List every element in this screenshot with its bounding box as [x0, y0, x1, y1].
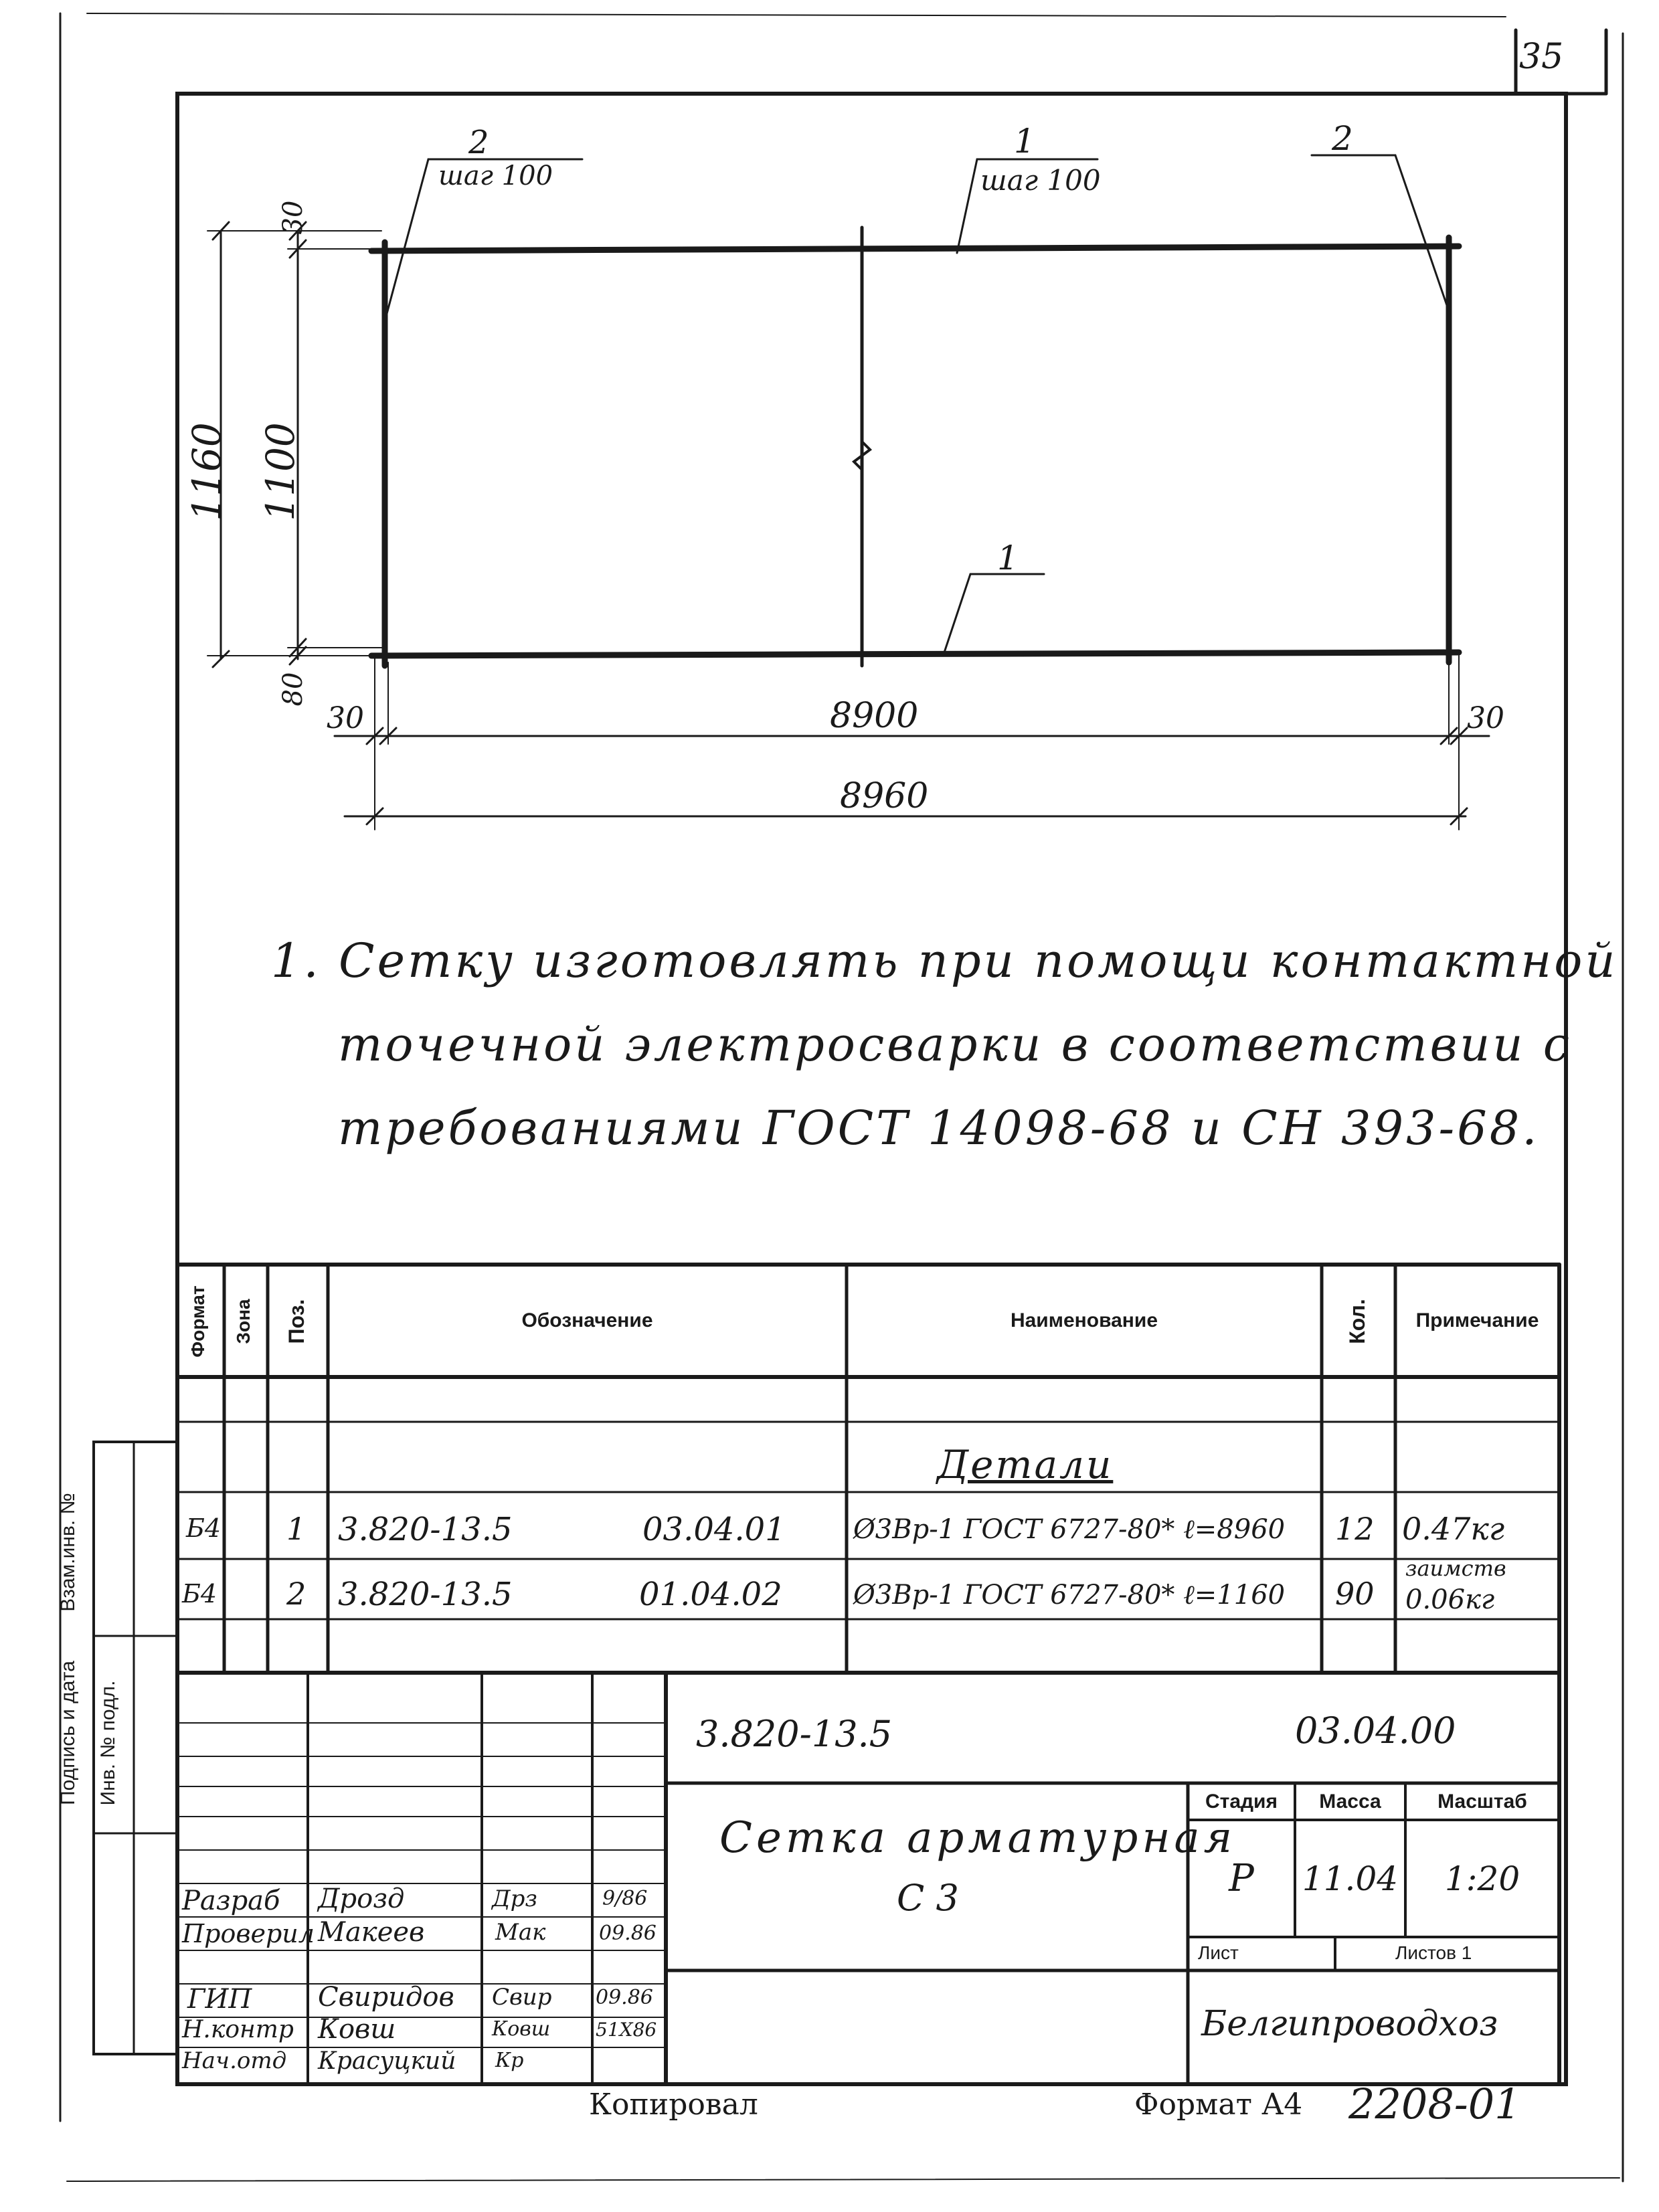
signature-role: Нач.отд	[182, 2047, 287, 2074]
note-line-1: 1. Сетку изготовлять при помощи контактной	[271, 933, 1618, 988]
signature-role: Н.контр	[182, 2016, 294, 2043]
label-sheet: Лист	[1198, 1942, 1239, 1963]
dim-outer-height: 1160	[184, 422, 230, 521]
row-code: 03.04.01	[642, 1511, 786, 1548]
side-stamp-replace-inv: Взам.инв. №	[57, 1493, 79, 1612]
dim-inner-height: 1100	[258, 422, 303, 521]
row-code: 01.04.02	[639, 1576, 782, 1613]
signature-role: Разраб	[182, 1885, 280, 1916]
signature-name: Свиридов	[318, 1982, 454, 2013]
header-format: Формат	[187, 1285, 208, 1358]
row-note: 0.06кг	[1405, 1584, 1495, 1615]
callout-bottom-position: 1	[997, 539, 1019, 577]
header-pos: Поз.	[284, 1299, 309, 1344]
row-note: 0.47кг	[1402, 1511, 1505, 1547]
signature-name: Ковш	[318, 2014, 396, 2045]
side-stamp-inv-original: Инв. № подл.	[97, 1680, 119, 1806]
signature-date: 09.86	[599, 1922, 657, 1945]
note-line-2: точечной электросварки в соответствии с	[338, 1017, 1572, 1072]
organization: Белгипроводхоз	[1201, 2004, 1498, 2044]
signature-name: Дрозд	[318, 1883, 405, 1914]
doc-code: 03.04.00	[1295, 1710, 1456, 1752]
callout-top-position: 1	[1014, 122, 1035, 161]
header-qty: Кол.	[1345, 1299, 1369, 1344]
row-pos: 2	[286, 1576, 307, 1612]
row-pos: 1	[286, 1511, 307, 1547]
doc-number: 3.820-13.5	[696, 1713, 893, 1755]
header-name: Наименование	[1010, 1309, 1158, 1331]
dim-bottom-offset: 80	[278, 672, 309, 707]
signature-mark: Свир	[492, 1984, 552, 2011]
value-stage: Р	[1229, 1857, 1254, 1900]
signature-mark: Ковш	[492, 2017, 551, 2041]
row-designation: 3.820-13.5	[338, 1576, 513, 1613]
footer-copied: Копировал	[589, 2088, 758, 2122]
label-scale: Масштаб	[1437, 1790, 1527, 1813]
dim-inner-width: 8900	[830, 696, 919, 736]
callout-top-step: шаг 100	[980, 164, 1101, 197]
header-zone: Зона	[233, 1299, 254, 1344]
header-designation: Обозначение	[521, 1309, 653, 1331]
label-sheets: Листов 1	[1395, 1942, 1472, 1963]
callout-left-step: шаг 100	[438, 161, 553, 191]
row-qty: 12	[1335, 1511, 1375, 1547]
doc-title-line1: Сетка арматурная	[719, 1813, 1237, 1863]
dim-right-offset: 30	[1467, 701, 1504, 735]
row-qty: 90	[1335, 1576, 1375, 1612]
header-note: Примечание	[1415, 1309, 1539, 1331]
signature-mark: Мак	[495, 1919, 546, 1946]
signature-date: 9/86	[602, 1887, 648, 1910]
dim-top-offset: 30	[278, 200, 309, 235]
signature-name: Макеев	[318, 1917, 425, 1948]
signature-mark: Дрз	[492, 1885, 537, 1912]
footer-code: 2208-01	[1348, 2080, 1521, 2128]
value-scale: 1:20	[1444, 1859, 1520, 1898]
signature-role: ГИП	[187, 1984, 252, 2015]
label-mass: Масса	[1319, 1790, 1381, 1813]
row-note-top: заимств	[1405, 1556, 1506, 1581]
label-stage: Стадия	[1205, 1790, 1278, 1813]
footer-format: Формат А4	[1134, 2088, 1303, 2122]
doc-title-line2: С 3	[897, 1877, 959, 1919]
dim-outer-width: 8960	[840, 776, 929, 816]
sheet-number: 35	[1519, 37, 1564, 77]
signature-role: Проверил	[182, 1919, 315, 1948]
dim-left-offset: 30	[327, 701, 364, 735]
signature-date: 09.86	[596, 1986, 653, 2009]
note-line-3: требованиями ГОСТ 14098-68 и СН 393-68.	[338, 1101, 1540, 1156]
row-name: Ø3Вр-1 ГОСТ 6727-80* ℓ=1160	[853, 1580, 1286, 1610]
section-title-details: Детали	[937, 1442, 1114, 1487]
row-format: Б4	[186, 1513, 222, 1543]
row-format: Б4	[182, 1579, 217, 1608]
value-mass: 11.04	[1302, 1859, 1399, 1898]
signature-mark: Кр	[495, 2049, 524, 2072]
signature-name: Красуцкий	[318, 2047, 456, 2075]
side-stamp-sign-date: Подпись и дата	[57, 1661, 79, 1805]
row-designation: 3.820-13.5	[338, 1511, 513, 1548]
signature-date: 51Х86	[596, 2019, 657, 2041]
side-stamp-spacer-2	[114, 1586, 147, 1920]
row-name: Ø3Вр-1 ГОСТ 6727-80* ℓ=8960	[853, 1514, 1286, 1545]
callout-left-position: 2	[468, 124, 489, 161]
callout-right-position: 2	[1332, 119, 1353, 158]
